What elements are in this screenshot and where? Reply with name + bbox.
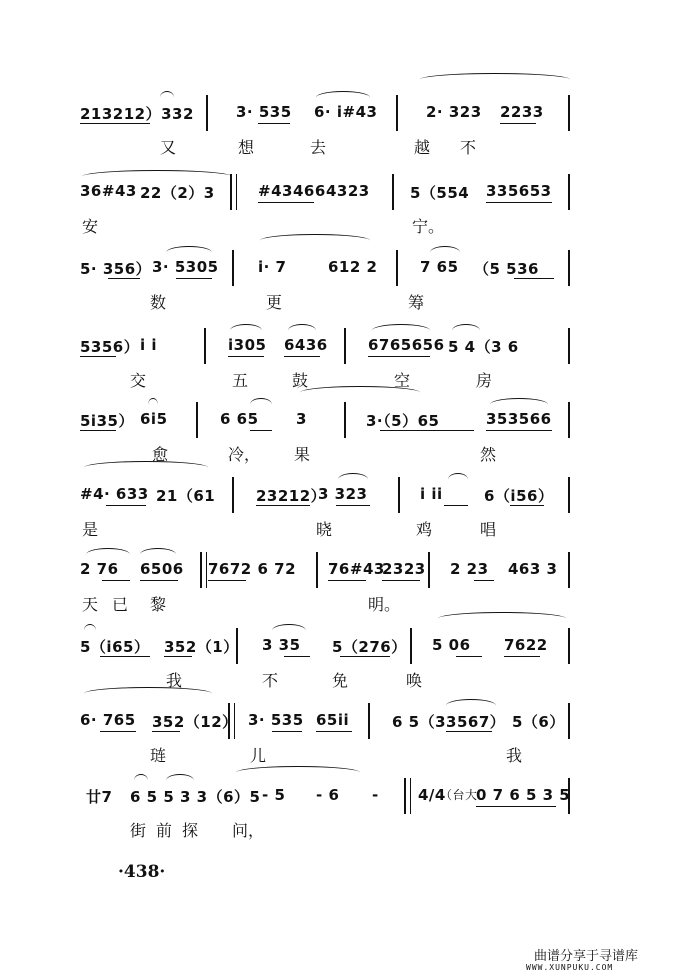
barline bbox=[396, 95, 398, 131]
slur bbox=[166, 246, 212, 259]
slur bbox=[166, 774, 194, 787]
notation-group: i ii bbox=[420, 485, 443, 503]
notation-group: 6436 bbox=[284, 336, 328, 354]
notation-group: 3· 5305 bbox=[152, 258, 219, 276]
notation-group: 6 5（33567） bbox=[392, 713, 506, 731]
underline bbox=[258, 202, 314, 203]
notation-group: 5（276） bbox=[332, 638, 407, 656]
underline bbox=[228, 356, 264, 357]
notation-group: 5（i65） bbox=[80, 638, 150, 656]
notation-group: #4· 633 bbox=[80, 485, 149, 503]
slur bbox=[84, 461, 208, 474]
page-number: ·438· bbox=[118, 862, 166, 882]
underline bbox=[80, 430, 116, 431]
underline bbox=[500, 123, 536, 124]
slur bbox=[420, 73, 570, 86]
barline bbox=[568, 402, 570, 438]
barline bbox=[398, 477, 400, 513]
lyric: 免 bbox=[332, 671, 349, 690]
slur bbox=[84, 687, 212, 700]
barline bbox=[396, 250, 398, 286]
slur bbox=[448, 473, 468, 486]
lyric: 唤 bbox=[406, 671, 423, 690]
lyric: 交 bbox=[130, 371, 147, 390]
notation-group: 23212） bbox=[256, 487, 327, 505]
score-line bbox=[0, 182, 679, 262]
notation-group: 7 65 bbox=[420, 258, 459, 276]
double-barline bbox=[404, 778, 411, 814]
barline bbox=[196, 402, 198, 438]
barline bbox=[206, 95, 208, 131]
underline bbox=[456, 656, 482, 657]
barline bbox=[392, 174, 394, 210]
underline bbox=[100, 656, 150, 657]
notation-group: 3·（5）65 bbox=[366, 412, 440, 430]
slur bbox=[372, 324, 430, 337]
notation-group: 352（1） bbox=[164, 638, 239, 656]
score-line bbox=[0, 711, 679, 791]
notation-group: 6506 bbox=[140, 560, 184, 578]
barline bbox=[568, 628, 570, 664]
barline bbox=[344, 402, 346, 438]
underline bbox=[152, 731, 180, 732]
notation-group: 4323 bbox=[326, 182, 370, 200]
slur bbox=[84, 624, 96, 637]
underline bbox=[176, 278, 212, 279]
underline bbox=[380, 430, 474, 431]
lyric: 果 bbox=[294, 445, 311, 464]
slur bbox=[148, 398, 158, 411]
lyric: 更 bbox=[266, 293, 283, 312]
lyric: 越 bbox=[414, 138, 431, 157]
notation-group: 612 2 bbox=[328, 258, 378, 276]
underline bbox=[164, 656, 192, 657]
underline bbox=[80, 123, 150, 124]
notation-group: 6i5 bbox=[140, 410, 168, 428]
score-line bbox=[0, 636, 679, 716]
score-line bbox=[0, 336, 679, 416]
underline bbox=[250, 430, 272, 431]
underline bbox=[486, 430, 552, 431]
notation-group: 2323 bbox=[382, 560, 426, 578]
underline bbox=[504, 656, 540, 657]
barline bbox=[316, 552, 318, 588]
score-line bbox=[0, 786, 679, 866]
slur bbox=[430, 246, 460, 259]
notation-group: 335653 bbox=[486, 182, 552, 200]
lyric: 儿 bbox=[250, 746, 267, 765]
slur bbox=[140, 548, 176, 561]
barline bbox=[232, 477, 234, 513]
underline bbox=[140, 580, 178, 581]
notation-group: 3 323 bbox=[318, 485, 368, 503]
underline bbox=[368, 356, 430, 357]
barline bbox=[204, 328, 206, 364]
lyric: 问， bbox=[232, 821, 265, 840]
underline bbox=[510, 505, 544, 506]
barline bbox=[568, 250, 570, 286]
notation-group: 3· 535 bbox=[248, 711, 304, 729]
underline bbox=[100, 731, 136, 732]
notation-group: 7622 bbox=[504, 636, 548, 654]
barline bbox=[568, 778, 570, 814]
barline bbox=[568, 477, 570, 513]
notation-group: 6· i#43 bbox=[314, 103, 378, 121]
watermark-url: WWW.XUNPUKU.COM bbox=[526, 963, 614, 972]
notation-group: 353566 bbox=[486, 410, 552, 428]
notation-group: - 6 bbox=[316, 786, 340, 804]
lyric: 想 bbox=[238, 138, 255, 157]
lyric: 是 bbox=[82, 520, 99, 539]
underline bbox=[108, 278, 140, 279]
slur bbox=[236, 766, 360, 779]
lyric: 五 bbox=[232, 371, 249, 390]
lyric: 空 bbox=[394, 371, 411, 390]
notation-group: i i bbox=[140, 336, 158, 354]
watermark-text: 曲谱分享于寻谱库 bbox=[534, 949, 639, 964]
notation-group: 2 76 bbox=[80, 560, 119, 578]
slur bbox=[446, 699, 496, 712]
underline bbox=[80, 356, 116, 357]
underline bbox=[272, 731, 302, 732]
notation-group: 6（i56） bbox=[484, 487, 554, 505]
underline bbox=[328, 580, 366, 581]
notation-group: 5（6） bbox=[512, 713, 565, 731]
underline bbox=[316, 731, 352, 732]
lyric: 宁。 bbox=[412, 217, 445, 236]
slur bbox=[250, 398, 272, 411]
notation-group: 65ii bbox=[316, 711, 350, 729]
notation-group: 76#43 bbox=[328, 560, 385, 578]
barline bbox=[232, 250, 234, 286]
notation-group: 4/4 bbox=[418, 786, 446, 804]
slur bbox=[82, 170, 232, 183]
barline bbox=[568, 552, 570, 588]
barline bbox=[568, 703, 570, 739]
lyric: 冷， bbox=[228, 445, 261, 464]
notation-group: 5i35） bbox=[80, 412, 134, 430]
lyric: 安 bbox=[82, 217, 99, 236]
lyric: 天 bbox=[82, 595, 99, 614]
notation-group: i305 bbox=[228, 336, 267, 354]
lyric: 我 bbox=[506, 746, 523, 765]
notation-group: 36#43 bbox=[80, 182, 137, 200]
notation-group: （台大 bbox=[440, 788, 478, 802]
lyric: 明。 bbox=[368, 595, 401, 614]
notation-group: 廿7 bbox=[86, 788, 113, 806]
notation-group: 22（2）3 bbox=[140, 184, 215, 202]
notation-group: 6· 765 bbox=[80, 711, 136, 729]
lyric: 探 bbox=[182, 821, 199, 840]
lyric: 琏 bbox=[150, 746, 167, 765]
lyric: 前 bbox=[156, 821, 173, 840]
underline bbox=[444, 505, 468, 506]
underline bbox=[446, 731, 492, 732]
lyric: 我 bbox=[166, 671, 183, 690]
notation-group: 5（554 bbox=[410, 184, 470, 202]
notation-group: 3 bbox=[296, 410, 307, 428]
lyric: 去 bbox=[310, 138, 327, 157]
notation-group: 21（61 bbox=[156, 487, 216, 505]
notation-group: （5 536 bbox=[474, 260, 539, 278]
barline bbox=[568, 174, 570, 210]
slur bbox=[260, 234, 370, 247]
underline bbox=[102, 580, 130, 581]
underline bbox=[514, 278, 554, 279]
slur bbox=[134, 774, 148, 787]
slur bbox=[288, 324, 316, 337]
notation-group: 5 4（3 6 bbox=[448, 338, 519, 356]
barline bbox=[568, 328, 570, 364]
notation-group: 6 5 5 3 3（6）5 bbox=[130, 788, 261, 806]
score-line bbox=[0, 258, 679, 338]
lyric: 数 bbox=[150, 293, 167, 312]
lyric: 已 bbox=[112, 595, 129, 614]
notation-group: 463 3 bbox=[508, 560, 558, 578]
notation-group: 6765656 bbox=[368, 336, 445, 354]
underline bbox=[340, 656, 390, 657]
notation-group: 3· 535 bbox=[236, 103, 292, 121]
underline bbox=[258, 123, 290, 124]
notation-group: 2 23 bbox=[450, 560, 489, 578]
underline bbox=[476, 806, 556, 807]
lyric: 晓 bbox=[316, 520, 333, 539]
notation-group: 213212）332 bbox=[80, 105, 194, 123]
lyric: 不 bbox=[460, 138, 477, 157]
notation-group: 6 65 bbox=[220, 410, 259, 428]
notation-group: - bbox=[372, 786, 379, 804]
notation-group: 2233 bbox=[500, 103, 544, 121]
notation-group: 2· 323 bbox=[426, 103, 482, 121]
barline bbox=[344, 328, 346, 364]
underline bbox=[474, 580, 494, 581]
slur bbox=[300, 386, 420, 399]
underline bbox=[208, 580, 246, 581]
lyric: 不 bbox=[262, 671, 279, 690]
slur bbox=[438, 612, 566, 625]
barline bbox=[428, 552, 430, 588]
notation-group: 352（12） bbox=[152, 713, 238, 731]
slur bbox=[160, 91, 174, 104]
lyric: 鸡 bbox=[416, 520, 433, 539]
barline bbox=[410, 628, 412, 664]
score-line bbox=[0, 560, 679, 640]
slur bbox=[452, 324, 480, 337]
notation-group: 7672 6 72 bbox=[208, 560, 297, 578]
lyric: 鼓 bbox=[292, 371, 309, 390]
notation-group: - 5 bbox=[262, 786, 286, 804]
score-line bbox=[0, 103, 679, 183]
slur bbox=[230, 324, 262, 337]
lyric: 又 bbox=[160, 138, 177, 157]
notation-group: i· 7 bbox=[258, 258, 287, 276]
underline bbox=[284, 356, 320, 357]
lyric: 房 bbox=[476, 371, 493, 390]
slur bbox=[338, 473, 368, 486]
slur bbox=[272, 624, 306, 637]
underline bbox=[256, 505, 310, 506]
notation-group: 3 35 bbox=[262, 636, 301, 654]
notation-group: 5· 356） bbox=[80, 260, 152, 278]
double-barline bbox=[228, 703, 235, 739]
lyric: 街 bbox=[130, 821, 147, 840]
lyric: 唱 bbox=[480, 520, 497, 539]
underline bbox=[284, 656, 310, 657]
lyric: 黎 bbox=[150, 595, 167, 614]
barline bbox=[368, 703, 370, 739]
notation-group: #43466 bbox=[258, 182, 326, 200]
slur bbox=[316, 91, 370, 104]
barline bbox=[236, 628, 238, 664]
underline bbox=[106, 505, 146, 506]
underline bbox=[382, 580, 420, 581]
lyric: 筹 bbox=[408, 293, 425, 312]
slur bbox=[490, 398, 548, 411]
lyric: 愈 bbox=[152, 445, 169, 464]
underline bbox=[486, 202, 552, 203]
slur bbox=[86, 548, 130, 561]
notation-group: 0 7 6 5 3 5 bbox=[476, 786, 571, 804]
lyric: 然 bbox=[480, 445, 497, 464]
notation-group: 5 06 bbox=[432, 636, 471, 654]
underline bbox=[336, 505, 370, 506]
double-barline bbox=[200, 552, 207, 588]
barline bbox=[568, 95, 570, 131]
notation-group: 5356） bbox=[80, 338, 140, 356]
